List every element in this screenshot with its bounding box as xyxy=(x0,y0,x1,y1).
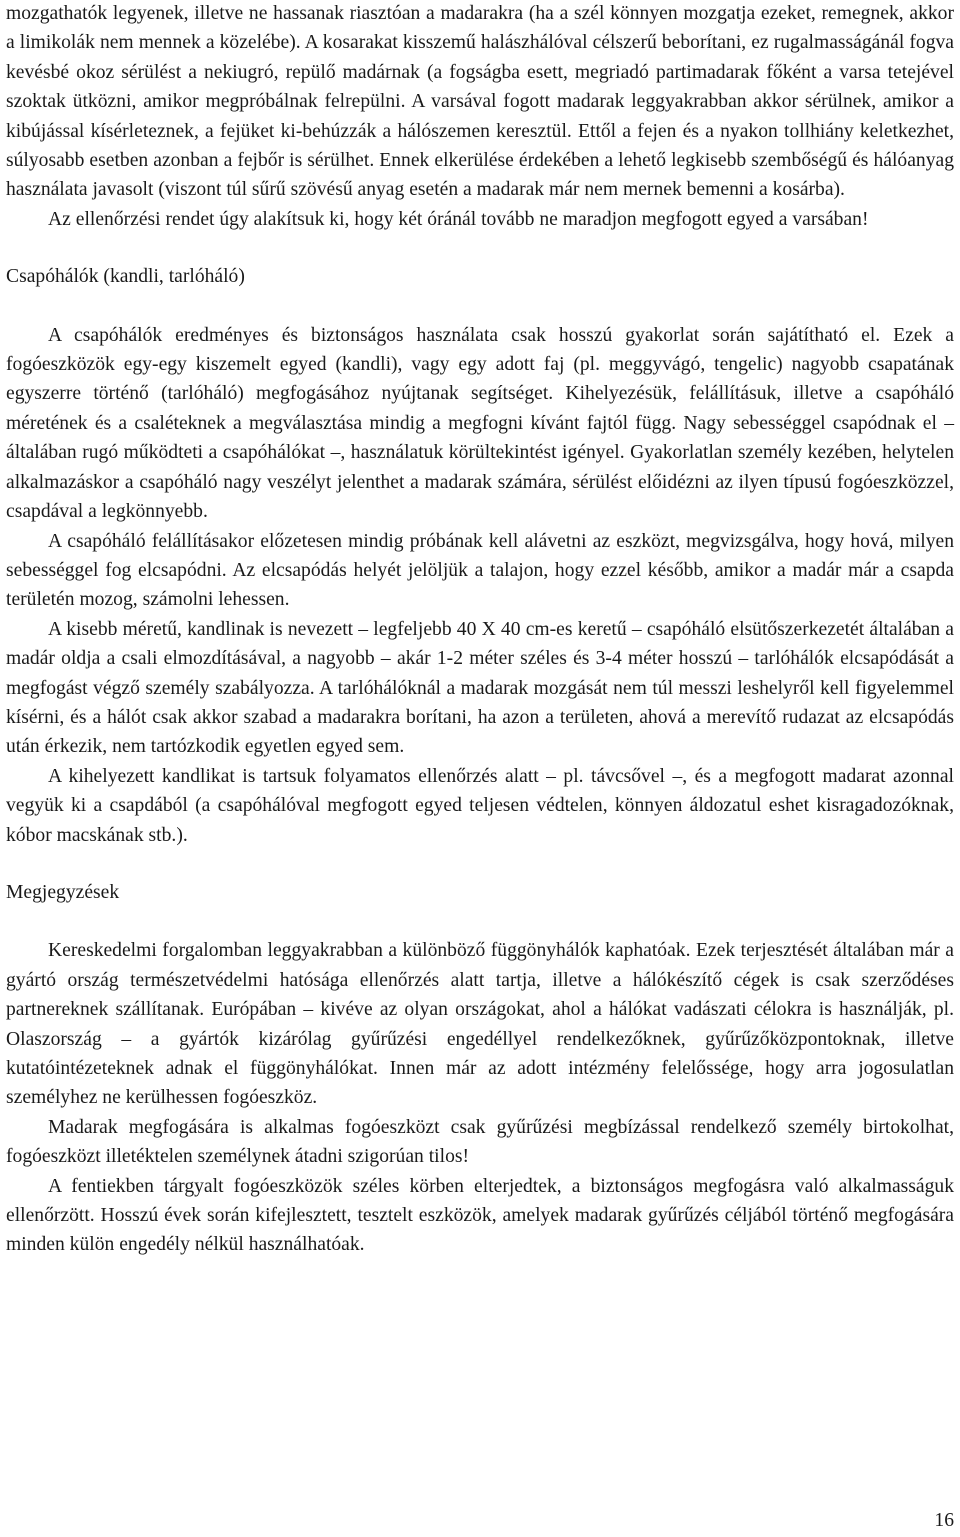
body-paragraph: Madarak megfogására is alkalmas fogóeszközt csak gyűrűzési megbízással rendelkező személy birtokolhat, fogóeszközt illetéktelen személynek átadni szigorúan tilos! xyxy=(6,1116,954,1168)
body-paragraph: A kisebb méretű, kandlinak is nevezett – legfeljebb 40 X 40 cm-es keretű – csapóháló elsütőszerkezetét általában a madár oldja a csali elmozdításával, a nagyobb – akár 1-2 méter széles és 3-4 méter hosszú – tarlóhálók elcsapódását a megfogást végző személy szabályozza. A tarlóhálóknál a madarak mozgását nem túl messzi leshelyről kell figyelemmel kísérni, és a hálót csak akkor szabad a madarakra borítani, ha azon a területen, ahová a merevítő rudazat az elcsapódás után érkezik, nem tartózkodik egyetlen egyed sem. xyxy=(6,618,954,758)
body-paragraph: A csapóhálók eredményes és biztonságos használata csak hosszú gyakorlat során sajátítható el. Ezek a fogóeszközök egy-egy kiszemelt egyed (kandli), vagy egy adott faj (pl. meggyvágó, tengelic) nagyobb csapatának egyszerre történő (tarlóháló) megfogásához nyújtanak segítséget. Kihelyezésük, felállításuk, illetve a csapóháló méretének és a csaléteknek a megválasztása mindig a megfogni kívánt fajtól függ. Nagy sebességgel csapódnak el – általában rugó működteti a csapóhálókat –, használatuk körültekintést igényel. Gyakorlatlan személy kezében, helytelen alkalmazáskor a csapóháló nagy veszélyt jelenthet a madarak számára, sérülést előidézni az ilyen típusú fogóeszközzel, csapdával a legkönnyebb. xyxy=(6,324,954,523)
body-paragraph: mozgathatók legyenek, illetve ne hassanak riasztóan a madarakra (ha a szél könnyen mozgatja ezeket, remegnek, akkor a limikolák nem mennek a közelébe). A kosarakat kisszemű halászhálóval célszerű beborítani, ez rugalmasságánál fogva kevésbé okoz sérülést a nekiugró, repülő madárnak (a fogságba esett, megriadó partimadarak főként a varsa tetejével szoktak ütközni, amikor megpróbálnak felrepülni. A varsával fogott madarak leggyakrabban akkor sérülnek, amikor a kibújással kísérleteznek, a fejüket ki-behúzzák a hálószemen keresztül. Ettől a fejen és a nyakon tollhiány keletkezhet, súlyosabb esetben azonban a fejbőr is sérülhet. Ennek elkerülése érdekében a lehető legkisebb szembőségű és hálóanyag használata javasolt (viszont túl sűrű szövésű anyag esetén a madarak már nem mernek bemenni a kosárba). xyxy=(6,3,954,201)
section-heading-megjegyzesek: Megjegyzések xyxy=(6,881,120,903)
section-heading-csapohalok: Csapóhálók (kandli, tarlóháló) xyxy=(6,266,245,288)
page-number: 16 xyxy=(934,1510,954,1531)
body-paragraph: Az ellenőrzési rendet úgy alakítsuk ki, hogy két óránál tovább ne maradjon megfogott egyed a varsában! xyxy=(48,208,869,230)
body-paragraph: A kihelyezett kandlikat is tartsuk folyamatos ellenőrzés alatt – pl. távcsővel –, és a megfogott madarat azonnal vegyük ki a csapdából (a csapóhálóval megfogott egyed teljesen védtelen, könnyen áldozatul eshet kisragadozóknak, kóbor macskának stb.). xyxy=(6,765,954,846)
page-body xyxy=(6,0,954,1260)
body-paragraph: A csapóháló felállításakor előzetesen mindig próbának kell alávetni az eszközt, megvizsgálva, hogy hová, milyen sebességgel fog elcsapódni. Az elcsapódás helyét jelöljük a talajon, hogy ezzel később, amikor a madár már a csapda területén mozog, számolni lehessen. xyxy=(6,530,954,611)
body-paragraph: Kereskedelmi forgalomban leggyakrabban a különböző függönyhálók kaphatóak. Ezek terjesztését általában már a gyártó ország természetvédelmi hatósága ellenőrzés alatt tartja, illetve a hálókészítő cégek is csak szerződéses partnereknek szállítanak. Európában – kivéve az olyan országokat, ahol a hálókat vadászati célokra is használják, pl. Olaszország – a gyártók kizárólag gyűrűzési engedéllyel rendelkezőknek, gyűrűzőközpontoknak, illetve kutatóintézeteknek adnak el függönyhálókat. Innen már az adott intézmény felelőssége, hogy arra jogosulatlan személyhez ne kerülhessen fogóeszköz. xyxy=(6,940,954,1109)
body-paragraph: A fentiekben tárgyalt fogóeszközök széles körben elterjedtek, a biztonságos megfogásra való alkalmasságuk ellenőrzött. Hosszú évek során kifejlesztett, tesztelt eszközök, amelyek madarak gyűrűzés céljából történő megfogására minden külön engedély nélkül használhatóak. xyxy=(6,1175,954,1256)
